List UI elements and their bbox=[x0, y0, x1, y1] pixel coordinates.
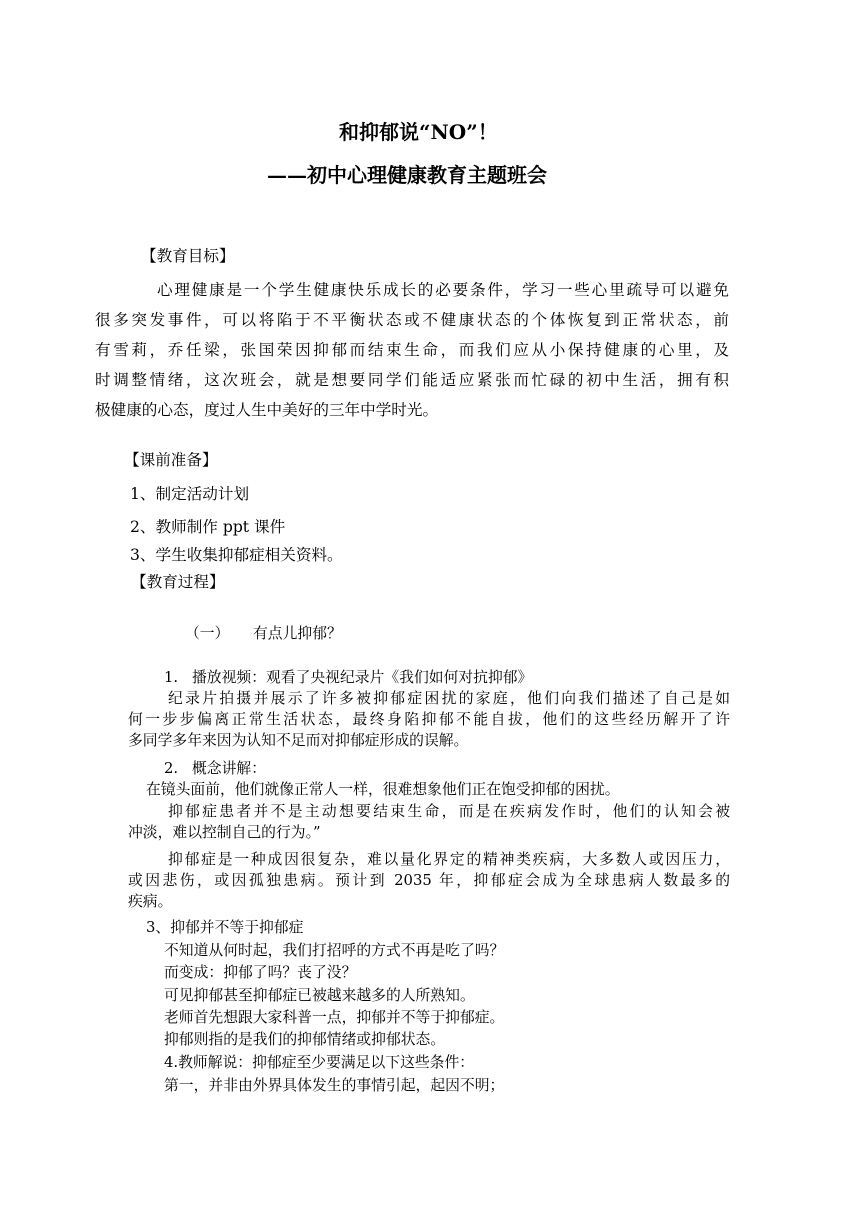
goal-line-5: 极健康的心态，度过人生中美好的三年中学时光。 bbox=[95, 401, 439, 419]
document-subtitle: ——初中心理健康教育主题班会 bbox=[267, 163, 547, 187]
document-title: 和抑郁说“NO”！ bbox=[339, 120, 498, 144]
video-line-3: 多同学多年来因为认知不足而对抑郁症形成的误解。 bbox=[128, 732, 469, 749]
concept-line: 在镜头面前，他们就像正常人一样，很难想象他们正在饱受抑郁的困扰。 bbox=[146, 781, 620, 798]
goal-line-1: 心理健康是一个学生健康快乐成长的必要条件，学习一些心里疏导可以避免 bbox=[157, 281, 729, 299]
item-3-line-2: 而变成：抑郁了吗？丧了没？ bbox=[164, 964, 357, 981]
process-heading: 【教育过程】 bbox=[131, 573, 225, 591]
prep-heading: 【课前准备】 bbox=[124, 451, 218, 469]
concept-2-line-3: 疾病。 bbox=[128, 893, 173, 910]
concept-paragraph-1 bbox=[128, 801, 730, 843]
goal-line-3: 有雪莉，乔任梁，张国荣因抑郁而结束生命，而我们应从小保持健康的心里，及 bbox=[95, 341, 729, 359]
video-paragraph bbox=[128, 688, 730, 751]
concept-paragraph-2 bbox=[128, 849, 730, 912]
item-2-text: 概念讲解： bbox=[192, 760, 266, 777]
concept-1-line-2: 冲淡，难以控制自己的行为。” bbox=[128, 824, 321, 841]
item-3-heading: 3、抑郁并不等于抑郁症 bbox=[146, 919, 304, 936]
video-line-2: 何一步步偏离正常生活状态，最终身陷抑郁不能自拔，他们的这些经历解开了许 bbox=[128, 711, 730, 728]
goal-line-2: 很多突发事件，可以将陷于不平衡状态或不健康状态的个体恢复到正常状态，前 bbox=[95, 311, 729, 329]
prep-item-3: 3、学生收集抑郁症相关资料。 bbox=[130, 546, 343, 564]
item-4-heading: 4.教师解说：抑郁症至少要满足以下这些条件： bbox=[164, 1054, 475, 1071]
goal-paragraph bbox=[95, 275, 729, 425]
prep-item-2: 2、教师制作 ppt 课件 bbox=[130, 518, 286, 536]
concept-1-line-1: 抑郁症患者并不是主动想要结束生命，而是在疾病发作时，他们的认知会被 bbox=[168, 803, 730, 820]
item-3-line-3: 可见抑郁甚至抑郁症已被越来越多的人所熟知。 bbox=[164, 987, 475, 1004]
concept-2-line-1: 抑郁症是一种成因很复杂，难以量化界定的精神类疾病，大多数人或因压力， bbox=[168, 851, 730, 868]
goal-line-4: 时调整情绪，这次班会，就是想要同学们能适应紧张而忙碌的初中生活，拥有积 bbox=[95, 371, 729, 389]
item-3-line-5: 抑郁则指的是我们的抑郁情绪或抑郁状态。 bbox=[164, 1031, 446, 1048]
item-2-number: 2. bbox=[164, 760, 179, 777]
goal-heading: 【教育目标】 bbox=[141, 247, 235, 265]
item-1-text: 播放视频：观看了央视纪录片《我们如何对抗抑郁》 bbox=[192, 669, 533, 686]
prep-item-1: 1、制定活动计划 bbox=[130, 485, 250, 503]
item-3-line-4: 老师首先想跟大家科普一点，抑郁并不等于抑郁症。 bbox=[164, 1009, 505, 1026]
section-1-title: 有点儿抑郁？ bbox=[253, 625, 342, 642]
item-1-number: 1. bbox=[164, 669, 179, 686]
concept-2-line-2: 或因悲伤，或因孤独患病。预计到 2035 年，抑郁症会成为全球患病人数最多的 bbox=[128, 872, 730, 889]
item-4-line-1: 第一，并非由外界具体发生的事情引起，起因不明； bbox=[164, 1077, 505, 1094]
item-3-line-1: 不知道从何时起，我们打招呼的方式不再是吃了吗？ bbox=[164, 942, 505, 959]
section-1-number: （一） bbox=[185, 625, 230, 642]
video-line-1: 纪录片拍摄并展示了许多被抑郁症困扰的家庭，他们向我们描述了自己是如 bbox=[168, 690, 730, 707]
